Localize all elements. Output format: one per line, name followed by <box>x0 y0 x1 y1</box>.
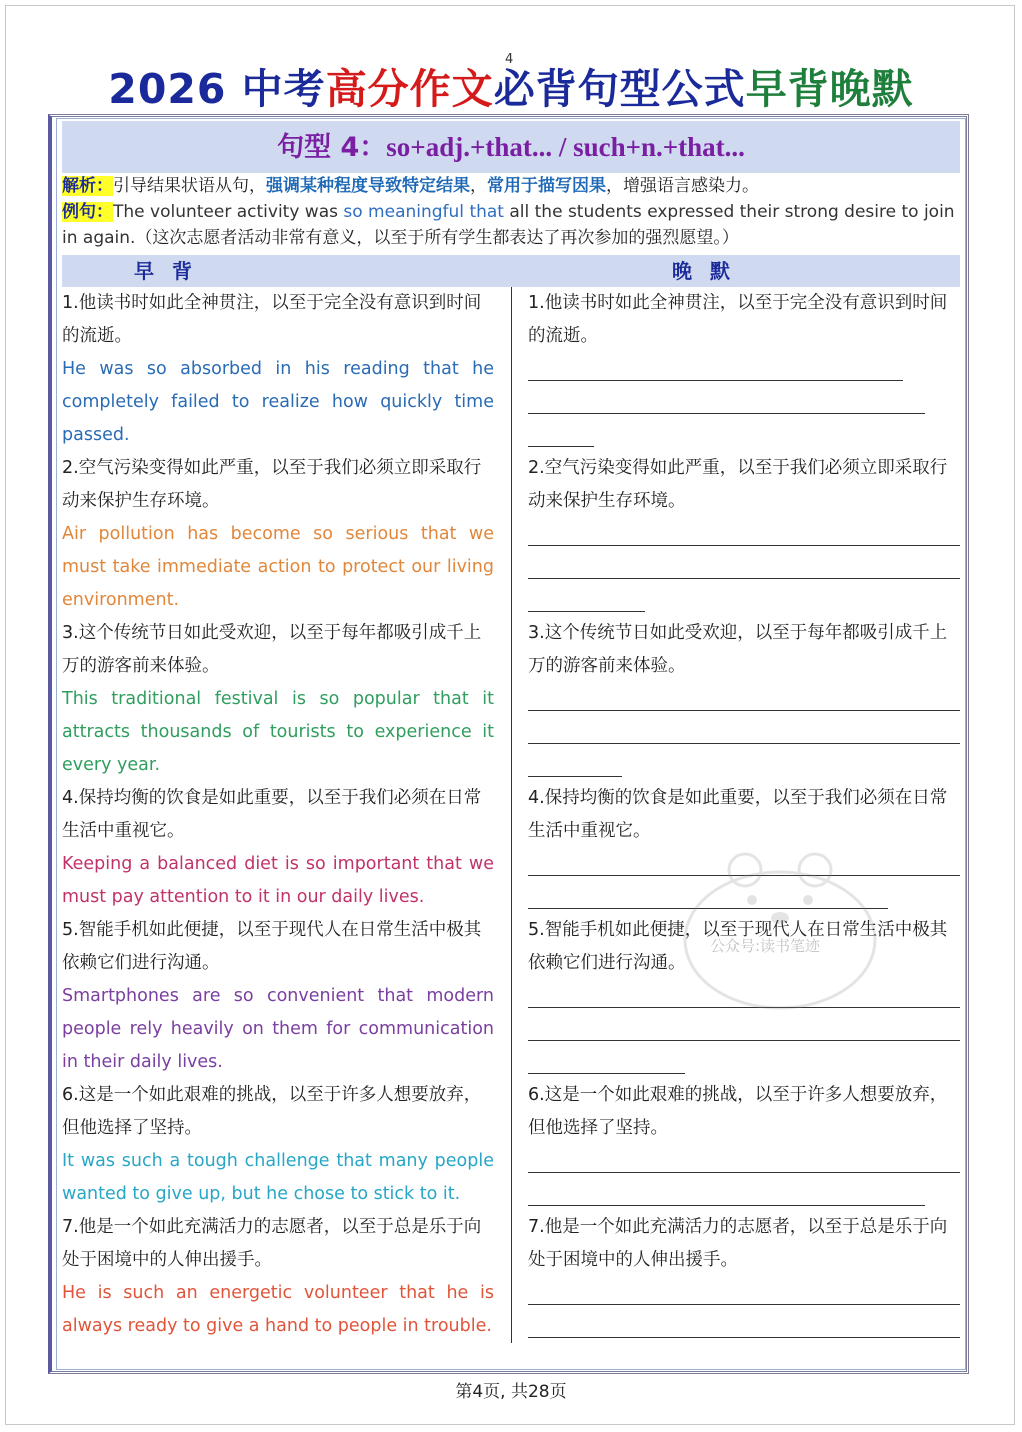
example-line <box>62 199 960 251</box>
analysis-highlight-2: 常用于描写因果 <box>487 176 606 196</box>
answer-blank[interactable] <box>528 743 960 744</box>
title-part-4: 早背晚默 <box>745 65 914 113</box>
answer-blank[interactable] <box>528 413 925 414</box>
analysis-tag: 解析： <box>62 176 113 196</box>
item-en: Air pollution has become so serious that we must take immediate action to protect our living environment. <box>62 524 494 610</box>
item-en: It was such a tough challenge that many people wanted to give up, but he chose to stick to it. <box>62 1151 494 1204</box>
pattern-formula: so+adj.+that... / such+n.+that... <box>386 132 745 162</box>
analysis-highlight-1: 强调某种程度导致特定结果 <box>266 176 470 196</box>
answer-blank[interactable] <box>528 1205 925 1206</box>
item-cn: 3.这个传统节日如此受欢迎，以至于每年都吸引成千上万的游客前来体验。 <box>62 623 482 676</box>
analysis-block <box>62 173 960 251</box>
answer-blank[interactable] <box>528 710 960 711</box>
example-cn: （这次志愿者活动非常有意义，以至于所有学生都表达了再次参加的强烈愿望。） <box>135 228 739 248</box>
page-footer: 第4页, 共28页 <box>455 1382 567 1402</box>
watermark-text: 公众号:读书笔迹 <box>710 937 821 955</box>
item-cn: 2.空气污染变得如此严重，以至于我们必须立即采取行动来保护生存环境。 <box>62 458 482 511</box>
morning-column <box>62 287 494 1343</box>
recall-prompt-6: 6.这是一个如此艰难的挑战，以至于许多人想要放弃，但他选择了坚持。 <box>528 1085 948 1138</box>
analysis-text-3: ，增强语言感染力。 <box>606 176 759 196</box>
list-item <box>62 1211 494 1343</box>
item-en: Smartphones are so convenient that modern people rely heavily on them for communication in their daily lives. <box>62 986 494 1072</box>
answer-blank[interactable] <box>528 446 594 447</box>
analysis-line <box>62 173 960 199</box>
example-en-after: all the students expressed their strong desire to join in again. <box>62 202 955 248</box>
example-tag: 例句： <box>62 202 113 222</box>
top-page-marker: 4 <box>505 52 514 67</box>
example-en-before: The volunteer activity was <box>113 202 344 222</box>
answer-blank[interactable] <box>528 545 960 546</box>
item-cn: 4.保持均衡的饮食是如此重要，以至于我们必须在日常生活中重视它。 <box>62 788 482 841</box>
bear-watermark-icon <box>680 840 880 1010</box>
recall-prompt-5: 5.智能手机如此便捷，以至于现代人在日常生活中极其依赖它们进行沟通。 <box>528 920 948 973</box>
analysis-text-1: 引导结果状语从句， <box>113 176 266 196</box>
recall-prompt-1: 1.他读书时如此全神贯注，以至于完全没有意识到时间的流逝。 <box>528 293 948 346</box>
list-item <box>62 287 494 452</box>
answer-blank[interactable] <box>528 611 645 612</box>
column-divider <box>511 287 512 1343</box>
answer-blank[interactable] <box>528 776 622 777</box>
analysis-text-2: ， <box>470 176 487 196</box>
column-header-morning: 早背 <box>62 255 282 287</box>
recall-prompt-7: 7.他是一个如此充满活力的志愿者，以至于总是乐于向处于困境中的人伸出援手。 <box>528 1217 948 1270</box>
recall-prompt-4: 4.保持均衡的饮食是如此重要，以至于我们必须在日常生活中重视它。 <box>528 788 948 841</box>
list-item <box>62 452 494 617</box>
column-header-evening: 晚默 <box>560 255 860 287</box>
title-part-2: 高分作文 <box>325 65 494 113</box>
answer-blank[interactable] <box>528 1073 685 1074</box>
title-part-1: 2026 中考 <box>108 65 326 113</box>
item-cn: 7.他是一个如此充满活力的志愿者，以至于总是乐于向处于困境中的人伸出援手。 <box>62 1217 482 1270</box>
answer-blank[interactable] <box>528 1040 960 1041</box>
pattern-label: 句型 4： <box>277 132 387 163</box>
answer-blank[interactable] <box>528 1172 960 1173</box>
item-cn: 5.智能手机如此便捷，以至于现代人在日常生活中极其依赖它们进行沟通。 <box>62 920 482 973</box>
recall-prompt-3: 3.这个传统节日如此受欢迎，以至于每年都吸引成千上万的游客前来体验。 <box>528 623 948 676</box>
list-item <box>62 914 494 1079</box>
answer-blank[interactable] <box>528 578 960 579</box>
title-part-3: 必背句型公式 <box>493 65 746 113</box>
item-en: He was so absorbed in his reading that he completely failed to realize how quickly time passed. <box>62 359 494 445</box>
main-title <box>0 56 1022 115</box>
item-cn: 1.他读书时如此全神贯注，以至于完全没有意识到时间的流逝。 <box>62 293 482 346</box>
answer-blank[interactable] <box>528 380 903 381</box>
example-en-key: so meaningful that <box>343 202 504 222</box>
recall-prompt-2: 2.空气污染变得如此严重，以至于我们必须立即采取行动来保护生存环境。 <box>528 458 948 511</box>
item-en: He is such an energetic volunteer that he is always ready to give a hand to people in trouble. <box>62 1283 494 1336</box>
list-item <box>62 1079 494 1211</box>
list-item <box>62 782 494 914</box>
pattern-header <box>62 121 960 173</box>
item-cn: 6.这是一个如此艰难的挑战，以至于许多人想要放弃，但他选择了坚持。 <box>62 1085 482 1138</box>
list-item <box>62 617 494 782</box>
item-en: Keeping a balanced diet is so important that we must pay attention to it in our daily lives. <box>62 854 494 907</box>
answer-blank[interactable] <box>528 1304 960 1305</box>
answer-blank[interactable] <box>528 1337 960 1338</box>
item-en: This traditional festival is so popular that it attracts thousands of tourists to experience it every year. <box>62 689 494 775</box>
